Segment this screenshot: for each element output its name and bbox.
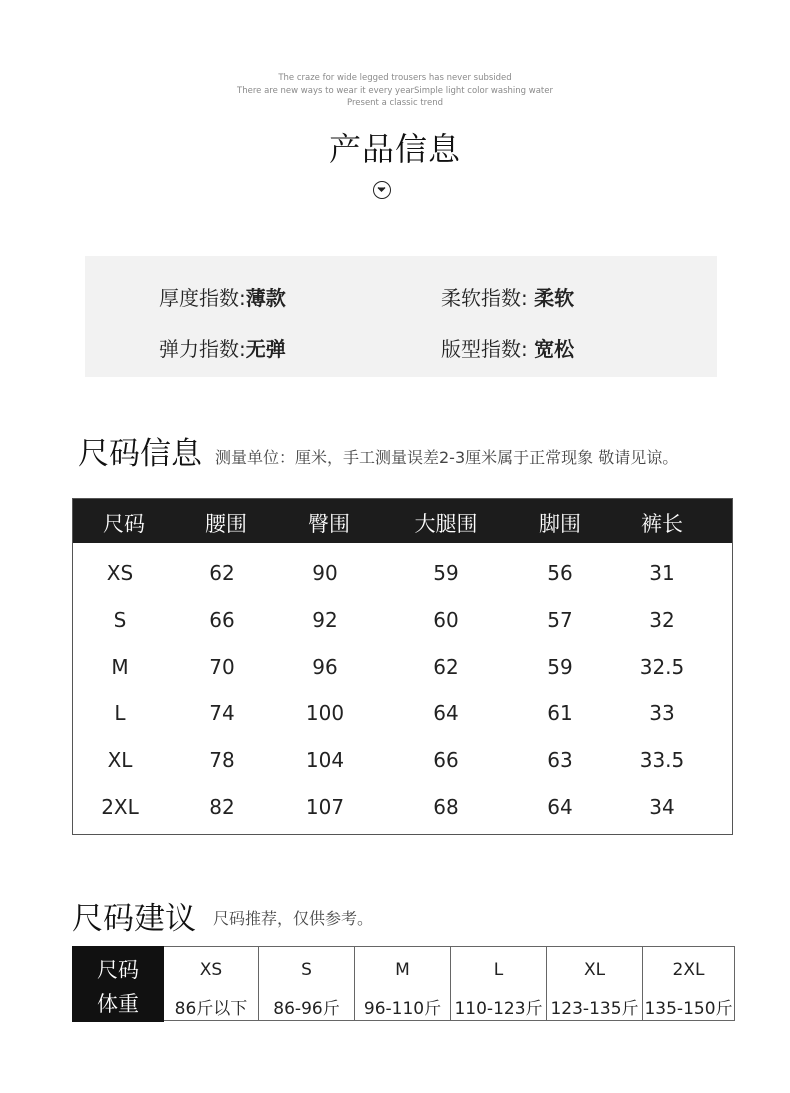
table-cell: 104 xyxy=(305,748,345,772)
thickness-index xyxy=(159,282,286,311)
table-cell: XS xyxy=(106,561,134,585)
size-recommend-title: 尺码建议 xyxy=(72,901,196,937)
table-cell: 62 xyxy=(433,655,459,679)
header-cell: 腰围 xyxy=(205,512,247,536)
product-info-panel xyxy=(85,256,717,377)
elasticity-value: 无弹 xyxy=(245,337,286,361)
table-cell: 32 xyxy=(649,608,675,632)
table-cell: 33.5 xyxy=(639,748,685,772)
recommend-column xyxy=(451,946,547,1021)
table-cell: 34 xyxy=(649,795,675,819)
table-cell: 2XL xyxy=(101,795,139,819)
table-cell: 60 xyxy=(433,608,459,632)
recommend-size: XS xyxy=(199,960,223,980)
recommend-column xyxy=(259,946,355,1021)
page-title: 产品信息 xyxy=(328,130,461,168)
table-cell: S xyxy=(113,608,127,632)
header-cell: 尺码 xyxy=(103,512,145,536)
recommend-column xyxy=(547,946,643,1021)
recommend-size: 2XL xyxy=(672,960,705,980)
header-cell: 裤长 xyxy=(641,512,683,536)
recommend-size: L xyxy=(493,960,504,980)
table-cell: 107 xyxy=(305,795,345,819)
table-cell: 70 xyxy=(209,655,235,679)
softness-value: 柔软 xyxy=(534,286,575,310)
recommend-label-column xyxy=(72,946,164,1022)
header-cell: 臀围 xyxy=(308,512,350,536)
table-cell: 90 xyxy=(312,561,338,585)
table-cell: 32.5 xyxy=(639,655,685,679)
table-cell: 66 xyxy=(209,608,235,632)
table-cell: XL xyxy=(107,748,133,772)
chevron-down-icon xyxy=(373,181,391,199)
recommend-weight: 123-135斤 xyxy=(550,999,639,1019)
recommend-weight: 86斤以下 xyxy=(174,999,248,1019)
tagline-line-3: Present a classic trend xyxy=(347,98,443,108)
elasticity-label: 弹力指数: xyxy=(159,337,246,361)
table-cell: 63 xyxy=(547,748,573,772)
table-cell: 74 xyxy=(209,701,235,725)
recommend-weight: 135-150斤 xyxy=(644,999,733,1019)
recommend-size: XL xyxy=(583,960,606,980)
recommend-weight: 110-123斤 xyxy=(454,999,543,1019)
table-cell: 68 xyxy=(433,795,459,819)
recommend-size-label: 尺码 xyxy=(97,958,139,982)
recommend-column xyxy=(164,946,259,1021)
table-cell: 57 xyxy=(547,608,573,632)
size-info-title: 尺码信息 xyxy=(78,436,202,472)
table-cell: 64 xyxy=(433,701,459,725)
softness-label: 柔软指数: xyxy=(441,286,535,310)
table-cell: M xyxy=(111,655,129,679)
table-cell: 56 xyxy=(547,561,573,585)
thickness-label: 厚度指数: xyxy=(159,286,246,310)
table-cell: 96 xyxy=(312,655,338,679)
table-cell: 62 xyxy=(209,561,235,585)
table-cell: 92 xyxy=(312,608,338,632)
table-cell: 66 xyxy=(433,748,459,772)
table-cell: 100 xyxy=(305,701,345,725)
recommend-weight: 96-110斤 xyxy=(363,999,442,1019)
recommend-column xyxy=(355,946,451,1021)
tagline-line-2: There are new ways to wear it every yearSimple light color washing water xyxy=(237,86,553,96)
fit-value: 宽松 xyxy=(534,337,575,361)
thickness-value: 薄款 xyxy=(245,286,286,310)
size-recommend-note: 尺码推荐，仅供参考。 xyxy=(213,909,374,928)
table-cell: 59 xyxy=(547,655,573,679)
elasticity-index xyxy=(159,333,286,362)
header-cell: 脚围 xyxy=(539,512,581,536)
size-table xyxy=(72,498,733,835)
fit-index xyxy=(441,333,574,362)
table-cell: 33 xyxy=(649,701,675,725)
table-cell: L xyxy=(114,701,126,725)
recommend-size: S xyxy=(301,960,312,980)
fit-label: 版型指数: xyxy=(441,337,535,361)
header-cell: 大腿围 xyxy=(414,512,478,536)
recommend-column xyxy=(643,946,735,1021)
size-info-note: 测量单位：厘米，手工测量误差2-3厘米属于正常现象 敬请见谅。 xyxy=(215,448,679,467)
table-cell: 31 xyxy=(649,561,675,585)
table-cell: 82 xyxy=(209,795,235,819)
table-cell: 64 xyxy=(547,795,573,819)
table-cell: 59 xyxy=(433,561,459,585)
recommend-size: M xyxy=(395,960,410,980)
tagline-line-1: The craze for wide legged trousers has never subsided xyxy=(278,73,512,83)
recommend-weight: 86-96斤 xyxy=(273,999,340,1019)
size-recommend-table xyxy=(72,946,735,1022)
table-cell: 61 xyxy=(547,701,573,725)
size-table-header xyxy=(73,499,732,543)
softness-index xyxy=(441,282,574,311)
table-cell: 78 xyxy=(209,748,235,772)
recommend-weight-label: 体重 xyxy=(97,992,139,1016)
